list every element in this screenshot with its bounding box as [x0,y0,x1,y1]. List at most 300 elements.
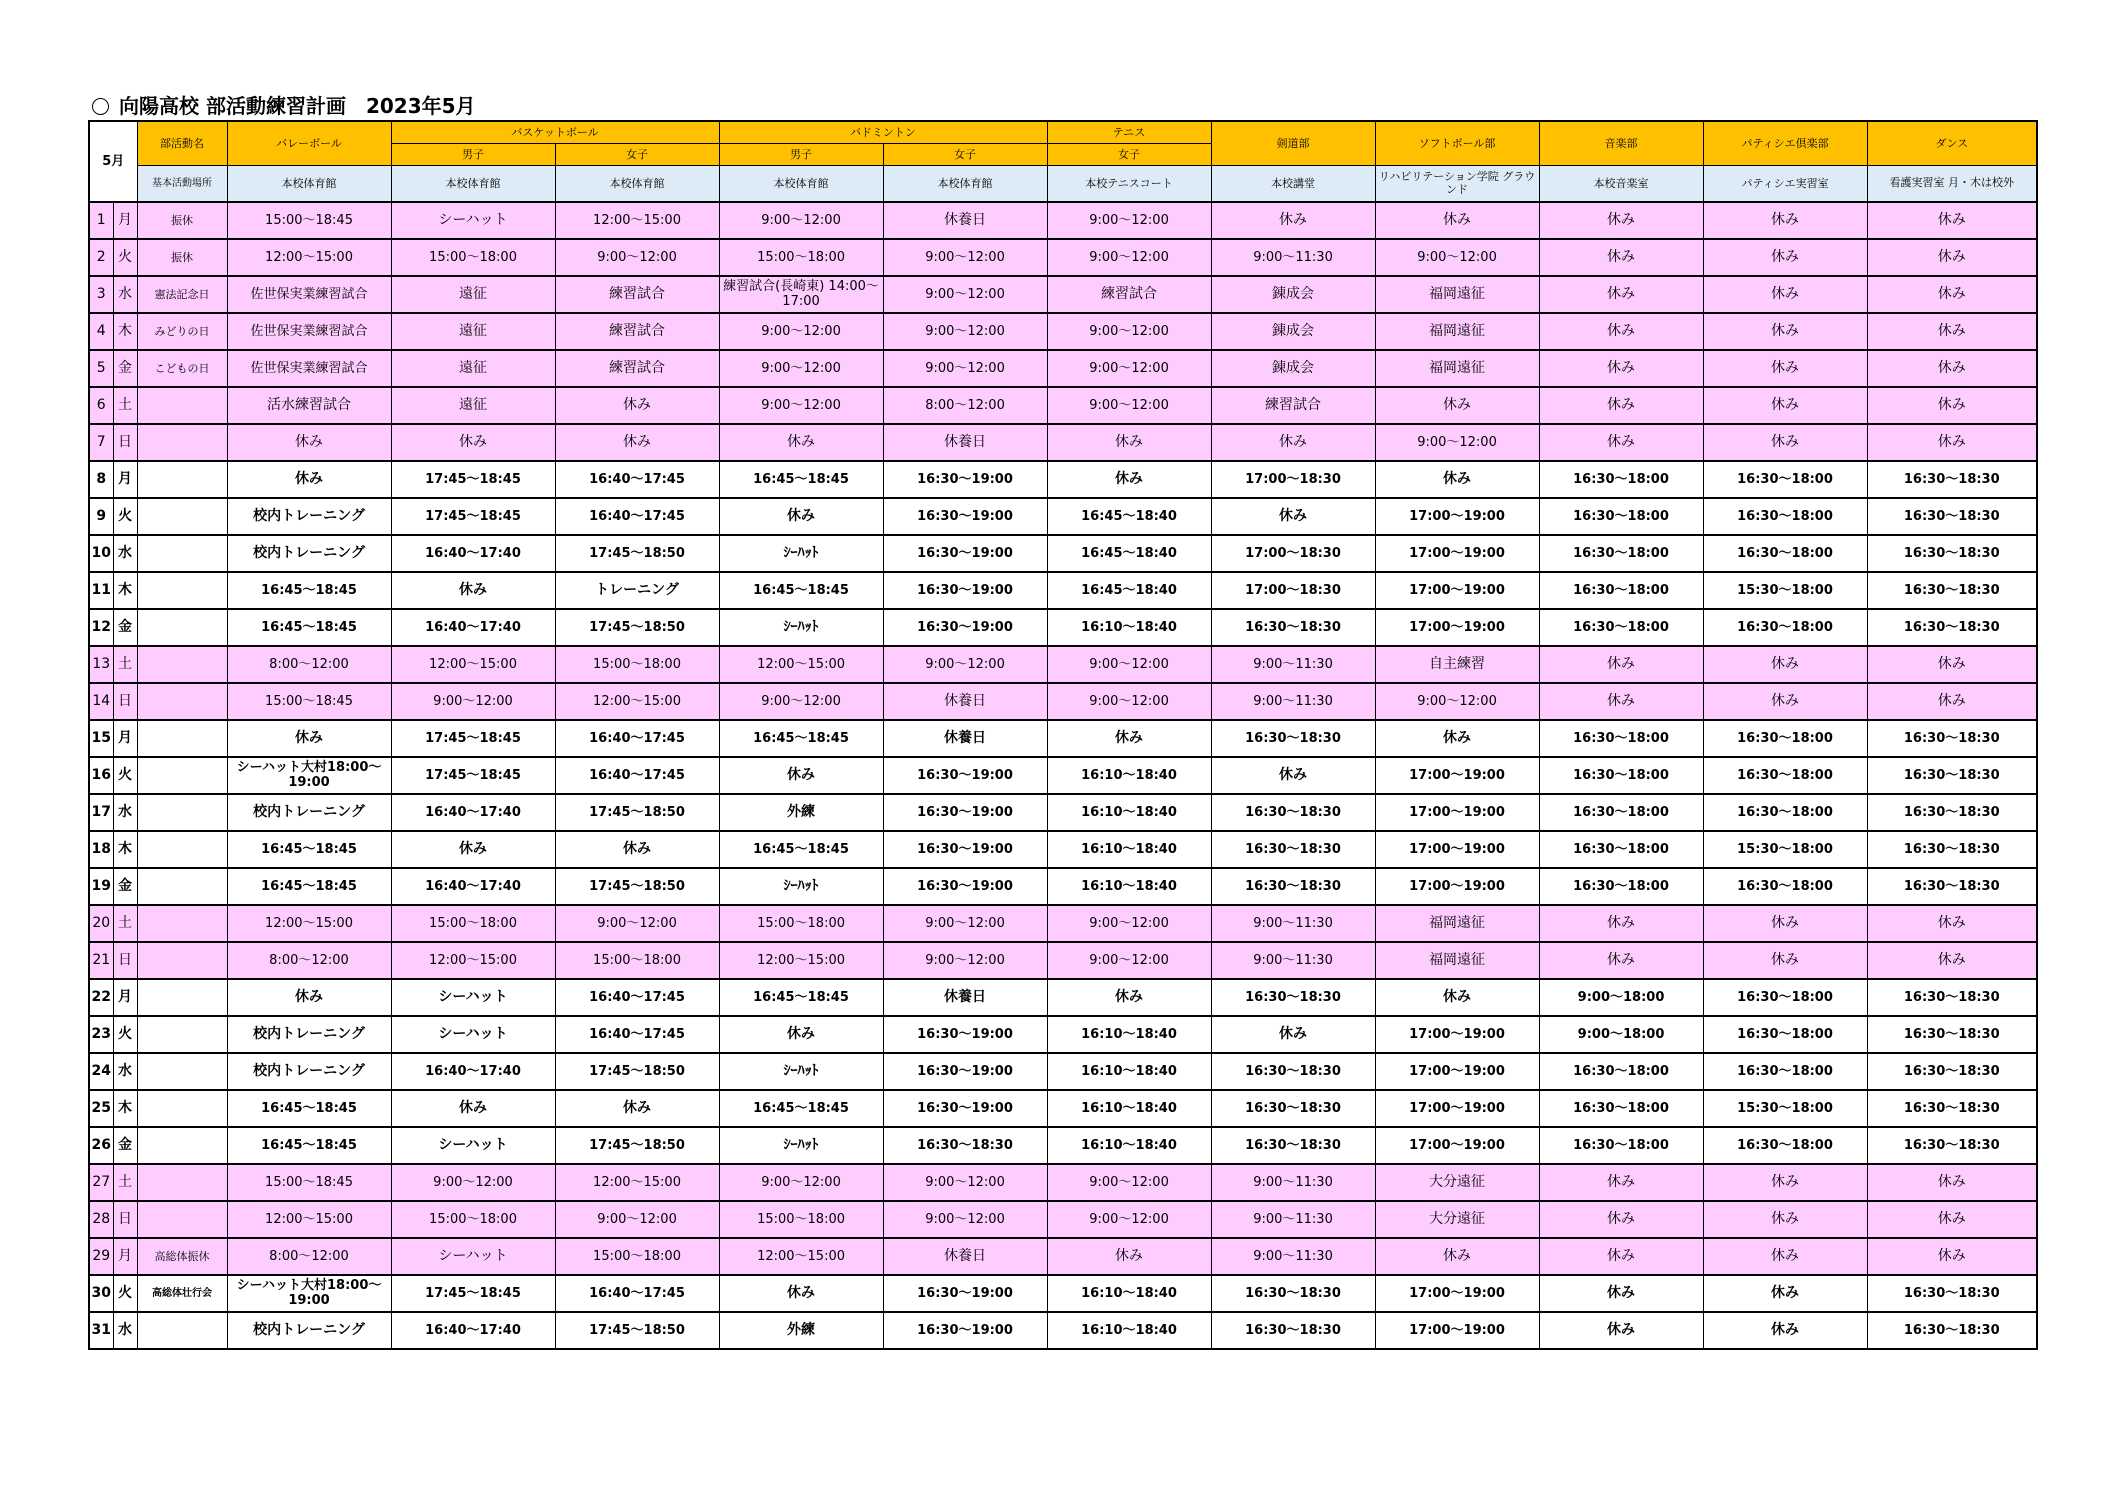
schedule-cell: 16:30～18:30 [1867,868,2037,905]
schedule-cell: 休み [1867,683,2037,720]
schedule-cell: 9:00～11:30 [1211,1201,1375,1238]
schedule-cell: 休み [1211,1016,1375,1053]
schedule-cell: 12:00～15:00 [555,202,719,239]
schedule-cell: 8:00～12:00 [227,646,391,683]
schedule-cell: 9:00～12:00 [719,202,883,239]
club-volley: バレーボール [227,121,391,166]
schedule-cell: 16:30～19:00 [883,609,1047,646]
schedule-cell: 休み [1211,202,1375,239]
place-cell: 本校体育館 [391,166,555,203]
schedule-cell: 休み [1539,905,1703,942]
schedule-cell: 休み [1703,239,1867,276]
schedule-cell: 16:40～17:45 [555,1016,719,1053]
schedule-cell: 16:40～17:40 [391,868,555,905]
schedule-cell: 16:45～18:40 [1047,572,1211,609]
schedule-cell: 9:00～12:00 [1375,239,1539,276]
schedule-cell: 16:10～18:40 [1047,609,1211,646]
day-number-cell: 14 [89,683,113,720]
schedule-cell: 休み [719,757,883,794]
practice-schedule-table [88,120,2038,1350]
schedule-cell: 9:00～12:00 [1047,1201,1211,1238]
weekday-cell: 水 [113,1053,137,1090]
day-number-cell: 25 [89,1090,113,1127]
schedule-cell: ｼｰﾊｯﾄ [719,1053,883,1090]
schedule-cell: 16:30～18:30 [1211,831,1375,868]
schedule-cell: 休み [1047,720,1211,757]
schedule-cell: 9:00～11:30 [1211,942,1375,979]
schedule-cell: 16:30～18:30 [1867,794,2037,831]
schedule-cell: 16:40～17:40 [391,1312,555,1349]
schedule-cell: 休み [1867,646,2037,683]
schedule-cell: 9:00～12:00 [1047,646,1211,683]
schedule-cell: 17:00～19:00 [1375,535,1539,572]
schedule-cell: 休み [391,1090,555,1127]
schedule-cell: 休み [1867,1164,2037,1201]
schedule-cell: 9:00～12:00 [883,1164,1047,1201]
schedule-cell: 外練 [719,794,883,831]
day-note-cell: 憲法記念日 [137,276,227,313]
schedule-cell: 15:00～18:00 [555,942,719,979]
weekday-cell: 月 [113,1238,137,1275]
schedule-cell: 休み [1047,461,1211,498]
day-row [89,239,2037,276]
schedule-cell: 休み [391,831,555,868]
schedule-cell: 16:40～17:45 [555,979,719,1016]
schedule-cell: 遠征 [391,350,555,387]
day-note-cell [137,1164,227,1201]
schedule-cell: 16:30～18:30 [1867,979,2037,1016]
schedule-cell: 錬成会 [1211,350,1375,387]
schedule-cell: 休み [1867,1238,2037,1275]
schedule-cell: 遠征 [391,276,555,313]
schedule-cell: 12:00～15:00 [719,646,883,683]
day-row [89,535,2037,572]
day-note-cell [137,905,227,942]
schedule-cell: 17:45～18:50 [555,535,719,572]
schedule-cell: 休み [1703,1201,1867,1238]
schedule-cell: 16:10～18:40 [1047,1090,1211,1127]
schedule-cell: 15:30～18:00 [1703,572,1867,609]
schedule-cell: 17:00～19:00 [1375,609,1539,646]
schedule-cell: 休み [1703,683,1867,720]
weekday-cell: 水 [113,794,137,831]
schedule-cell: 9:00～12:00 [391,683,555,720]
day-note-cell [137,609,227,646]
schedule-cell: 休み [1539,1275,1703,1312]
schedule-cell: 休み [1539,683,1703,720]
schedule-cell: 休み [555,831,719,868]
schedule-cell: 16:45～18:45 [719,1090,883,1127]
schedule-cell: 休み [1703,387,1867,424]
schedule-cell: 9:00～12:00 [883,646,1047,683]
day-number-cell: 26 [89,1127,113,1164]
weekday-cell: 土 [113,905,137,942]
schedule-cell: 17:00～19:00 [1375,1053,1539,1090]
schedule-cell: 15:00～18:45 [227,202,391,239]
schedule-cell: 9:00～12:00 [1375,683,1539,720]
schedule-cell: 16:30～18:30 [1211,1127,1375,1164]
badminton-girls: 女子 [883,144,1047,166]
schedule-cell: 16:30～18:30 [1211,1053,1375,1090]
schedule-cell: 休養日 [883,1238,1047,1275]
schedule-cell: 16:45～18:45 [227,1090,391,1127]
schedule-cell: 休み [227,461,391,498]
schedule-cell: 16:30～18:30 [1867,535,2037,572]
schedule-cell: 16:30～19:00 [883,535,1047,572]
schedule-cell: 16:45～18:45 [227,609,391,646]
schedule-cell: 錬成会 [1211,276,1375,313]
schedule-cell: 17:45～18:50 [555,794,719,831]
schedule-cell: 8:00～12:00 [227,942,391,979]
place-cell: 本校テニスコート [1047,166,1211,203]
schedule-cell: 休み [1703,1275,1867,1312]
schedule-cell: 17:00～19:00 [1375,757,1539,794]
schedule-cell: 15:00～18:00 [719,239,883,276]
schedule-cell: 16:30～18:30 [1211,720,1375,757]
schedule-cell: 休み [1539,313,1703,350]
day-number-cell: 17 [89,794,113,831]
schedule-cell: 17:00～19:00 [1375,868,1539,905]
schedule-cell: 17:00～19:00 [1375,1275,1539,1312]
schedule-cell: 錬成会 [1211,313,1375,350]
schedule-cell: 17:45～18:45 [391,461,555,498]
weekday-cell: 火 [113,1275,137,1312]
schedule-cell: 自主練習 [1375,646,1539,683]
basket-boys: 男子 [391,144,555,166]
weekday-cell: 土 [113,646,137,683]
schedule-cell: 休み [1539,202,1703,239]
day-note-cell [137,1016,227,1053]
schedule-cell: 16:30～18:00 [1703,461,1867,498]
schedule-cell: 16:10～18:40 [1047,1312,1211,1349]
schedule-cell: 休み [1867,239,2037,276]
schedule-cell: 9:00～12:00 [883,942,1047,979]
schedule-cell: 8:00～12:00 [227,1238,391,1275]
schedule-cell: 16:10～18:40 [1047,831,1211,868]
schedule-cell: 遠征 [391,387,555,424]
schedule-cell: 休み [1867,424,2037,461]
day-number-cell: 24 [89,1053,113,1090]
schedule-cell: 16:45～18:45 [719,572,883,609]
day-row [89,794,2037,831]
schedule-cell: 16:30～18:00 [1539,1053,1703,1090]
page-title [92,90,476,119]
schedule-cell: 16:30～19:00 [883,1053,1047,1090]
schedule-cell: 16:45～18:45 [227,868,391,905]
schedule-cell: 佐世保実業練習試合 [227,350,391,387]
day-row [89,609,2037,646]
place-cell: リハビリテーション学院 グラウンド [1375,166,1539,203]
schedule-cell: 休み [1375,720,1539,757]
schedule-cell: 16:30～18:00 [1539,498,1703,535]
club-softball: ソフトボール部 [1375,121,1539,166]
schedule-cell: シーハット [391,202,555,239]
day-number-cell: 23 [89,1016,113,1053]
schedule-cell: 休み [1703,424,1867,461]
schedule-cell: 9:00～12:00 [1047,239,1211,276]
schedule-cell: 9:00～18:00 [1539,979,1703,1016]
schedule-cell: 休み [1375,1238,1539,1275]
schedule-cell: 16:30～18:30 [883,1127,1047,1164]
schedule-cell: 16:30～18:00 [1703,757,1867,794]
schedule-cell: 休み [1703,313,1867,350]
schedule-cell: 16:45～18:45 [719,720,883,757]
schedule-cell: 休み [1539,1164,1703,1201]
schedule-cell: 休み [391,572,555,609]
day-number-cell: 20 [89,905,113,942]
schedule-cell: 12:00～15:00 [719,1238,883,1275]
day-number-cell: 22 [89,979,113,1016]
schedule-cell: 福岡遠征 [1375,276,1539,313]
schedule-body [89,202,2037,1349]
schedule-cell: シーハット [391,1238,555,1275]
schedule-cell: 練習試合 [1047,276,1211,313]
schedule-cell: 休み [1703,1238,1867,1275]
schedule-cell: 16:30～18:30 [1211,868,1375,905]
weekday-cell: 火 [113,1016,137,1053]
schedule-cell: 16:40～17:45 [555,1275,719,1312]
schedule-cell: 16:30～19:00 [883,461,1047,498]
schedule-cell: 16:30～18:00 [1539,868,1703,905]
schedule-cell: 9:00～12:00 [555,1201,719,1238]
schedule-cell: 休み [1703,1312,1867,1349]
schedule-cell: 16:30～18:00 [1703,1016,1867,1053]
schedule-cell: 9:00～12:00 [1375,424,1539,461]
weekday-cell: 金 [113,350,137,387]
day-row [89,831,2037,868]
day-row [89,1275,2037,1312]
schedule-cell: 15:00～18:00 [391,1201,555,1238]
schedule-cell: 福岡遠征 [1375,905,1539,942]
weekday-cell: 金 [113,868,137,905]
place-cell: 本校体育館 [719,166,883,203]
schedule-cell: 16:30～19:00 [883,498,1047,535]
weekday-cell: 日 [113,683,137,720]
schedule-cell: 休養日 [883,202,1047,239]
weekday-cell: 水 [113,535,137,572]
schedule-cell: 休み [1867,1201,2037,1238]
day-row [89,1016,2037,1053]
club-tennis: テニス [1047,121,1211,144]
schedule-cell: 16:45～18:40 [1047,535,1211,572]
day-row [89,424,2037,461]
schedule-cell: 9:00～12:00 [1047,683,1211,720]
schedule-cell: 16:45～18:45 [227,1127,391,1164]
schedule-cell: 17:00～19:00 [1375,1312,1539,1349]
schedule-cell: 12:00～15:00 [391,942,555,979]
schedule-cell: 17:00～19:00 [1375,831,1539,868]
schedule-cell: 16:40～17:45 [555,757,719,794]
month-cell: 5月 [89,121,137,202]
schedule-cell: 休み [1539,276,1703,313]
schedule-cell: 16:30～18:00 [1703,498,1867,535]
schedule-cell: 休み [1539,942,1703,979]
day-number-cell: 21 [89,942,113,979]
schedule-cell: 休み [1539,1201,1703,1238]
weekday-cell: 水 [113,1312,137,1349]
schedule-cell: 休み [1867,942,2037,979]
day-row [89,683,2037,720]
basket-girls: 女子 [555,144,719,166]
schedule-cell: 休み [1703,905,1867,942]
weekday-cell: 土 [113,1164,137,1201]
weekday-cell: 日 [113,424,137,461]
place-cell: 本校講堂 [1211,166,1375,203]
schedule-cell: シーハット大村18:00～ 19:00 [227,757,391,794]
schedule-cell: 15:30～18:00 [1703,831,1867,868]
day-note-cell [137,646,227,683]
day-note-cell: 高総体振休 [137,1238,227,1275]
schedule-cell: 休み [1703,350,1867,387]
place-cell: 本校体育館 [227,166,391,203]
schedule-cell: 16:30～18:00 [1703,720,1867,757]
schedule-cell: 9:00～11:30 [1211,683,1375,720]
weekday-cell: 月 [113,979,137,1016]
schedule-cell: 9:00～12:00 [883,350,1047,387]
schedule-cell: 佐世保実業練習試合 [227,313,391,350]
day-number-cell: 12 [89,609,113,646]
schedule-cell: 休み [1047,424,1211,461]
schedule-cell: 休み [1539,350,1703,387]
weekday-cell: 日 [113,942,137,979]
schedule-cell: 16:10～18:40 [1047,1053,1211,1090]
schedule-cell: 17:45～18:50 [555,1312,719,1349]
day-number-cell: 28 [89,1201,113,1238]
day-note-cell [137,535,227,572]
schedule-cell: 17:45～18:50 [555,868,719,905]
schedule-cell: 16:45～18:45 [719,831,883,868]
schedule-cell: 16:10～18:40 [1047,757,1211,794]
day-note-cell: みどりの日 [137,313,227,350]
schedule-cell: 16:30～18:00 [1703,1053,1867,1090]
day-note-cell [137,1127,227,1164]
schedule-cell: 16:30～18:30 [1867,757,2037,794]
schedule-cell: 15:00～18:00 [391,239,555,276]
schedule-cell: 校内トレーニング [227,1053,391,1090]
day-note-cell [137,831,227,868]
schedule-cell: 休み [1539,387,1703,424]
weekday-cell: 水 [113,276,137,313]
day-number-cell: 9 [89,498,113,535]
schedule-cell: 校内トレーニング [227,794,391,831]
schedule-cell: 9:00～12:00 [719,313,883,350]
schedule-cell: 15:00～18:00 [555,646,719,683]
day-note-cell [137,424,227,461]
schedule-cell: 9:00～12:00 [1047,202,1211,239]
day-number-cell: 13 [89,646,113,683]
page-title-text: 向陽高校 部活動練習計画 2023年5月 [119,94,476,118]
schedule-cell: 9:00～11:30 [1211,905,1375,942]
schedule-cell: 12:00～15:00 [555,1164,719,1201]
schedule-cell: 9:00～12:00 [1047,387,1211,424]
club-name-label: 部活動名 [137,121,227,166]
schedule-cell: 休み [1539,646,1703,683]
schedule-cell: 16:40～17:45 [555,461,719,498]
day-note-cell: 高総体壮行会 [137,1275,227,1312]
schedule-cell: 16:30～18:30 [1867,1275,2037,1312]
day-row [89,276,2037,313]
schedule-cell: 12:00～15:00 [391,646,555,683]
schedule-cell: 16:30～18:00 [1539,1090,1703,1127]
schedule-cell: 休み [227,979,391,1016]
day-number-cell: 11 [89,572,113,609]
schedule-cell: 16:30～19:00 [883,757,1047,794]
day-row [89,905,2037,942]
weekday-cell: 木 [113,572,137,609]
schedule-cell: 16:30～18:00 [1703,868,1867,905]
schedule-cell: 休み [391,424,555,461]
schedule-cell: 17:00～19:00 [1375,1127,1539,1164]
day-number-cell: 10 [89,535,113,572]
schedule-cell: 16:30～19:00 [883,868,1047,905]
schedule-cell: 9:00～11:30 [1211,1238,1375,1275]
schedule-cell: 休養日 [883,683,1047,720]
schedule-cell: 16:30～18:00 [1539,572,1703,609]
schedule-cell: 休み [1211,498,1375,535]
schedule-cell: 活水練習試合 [227,387,391,424]
day-number-cell: 5 [89,350,113,387]
schedule-cell: 17:45～18:45 [391,757,555,794]
schedule-cell: 休み [1375,202,1539,239]
schedule-cell: 練習試合 [555,350,719,387]
schedule-cell: 9:00～12:00 [1047,942,1211,979]
schedule-cell: 休み [1703,1164,1867,1201]
schedule-cell: 9:00～12:00 [883,276,1047,313]
weekday-cell: 木 [113,313,137,350]
schedule-cell: 16:30～18:00 [1539,720,1703,757]
schedule-cell: 16:30～19:00 [883,572,1047,609]
weekday-cell: 火 [113,498,137,535]
schedule-cell: 16:30～18:00 [1539,831,1703,868]
schedule-cell: 16:30～19:00 [883,1090,1047,1127]
schedule-cell: 練習試合 [1211,387,1375,424]
place-label: 基本活動場所 [137,166,227,203]
schedule-cell: 16:30～18:00 [1703,1127,1867,1164]
day-row [89,1053,2037,1090]
schedule-cell: 17:00～19:00 [1375,794,1539,831]
place-cell: 本校体育館 [883,166,1047,203]
schedule-cell: 12:00～15:00 [719,942,883,979]
schedule-cell: 9:00～12:00 [883,239,1047,276]
weekday-cell: 金 [113,1127,137,1164]
schedule-cell: 17:45～18:45 [391,1275,555,1312]
day-note-cell [137,1312,227,1349]
day-note-cell [137,461,227,498]
day-row [89,757,2037,794]
schedule-cell: 休み [1539,1238,1703,1275]
schedule-cell: 15:00～18:45 [227,1164,391,1201]
schedule-cell: 16:30～19:00 [883,1275,1047,1312]
schedule-cell: 16:30～18:30 [1867,572,2037,609]
schedule-cell: 16:30～18:30 [1211,1090,1375,1127]
schedule-cell: 校内トレーニング [227,535,391,572]
schedule-cell: 休み [1703,942,1867,979]
schedule-cell: 9:00～12:00 [555,239,719,276]
schedule-cell: シーハット大村18:00～ 19:00 [227,1275,391,1312]
badminton-boys: 男子 [719,144,883,166]
schedule-cell: 16:10～18:40 [1047,794,1211,831]
schedule-cell: 16:45～18:45 [719,461,883,498]
schedule-cell: 16:30～18:00 [1539,461,1703,498]
schedule-cell: 休み [555,424,719,461]
schedule-cell: 9:00～12:00 [719,683,883,720]
schedule-cell: 9:00～18:00 [1539,1016,1703,1053]
schedule-cell: 16:30～18:30 [1867,609,2037,646]
schedule-cell: 15:00～18:00 [555,1238,719,1275]
schedule-cell: 16:30～19:00 [883,1016,1047,1053]
schedule-cell: 16:30～18:30 [1211,1275,1375,1312]
schedule-cell: 15:00～18:00 [719,905,883,942]
